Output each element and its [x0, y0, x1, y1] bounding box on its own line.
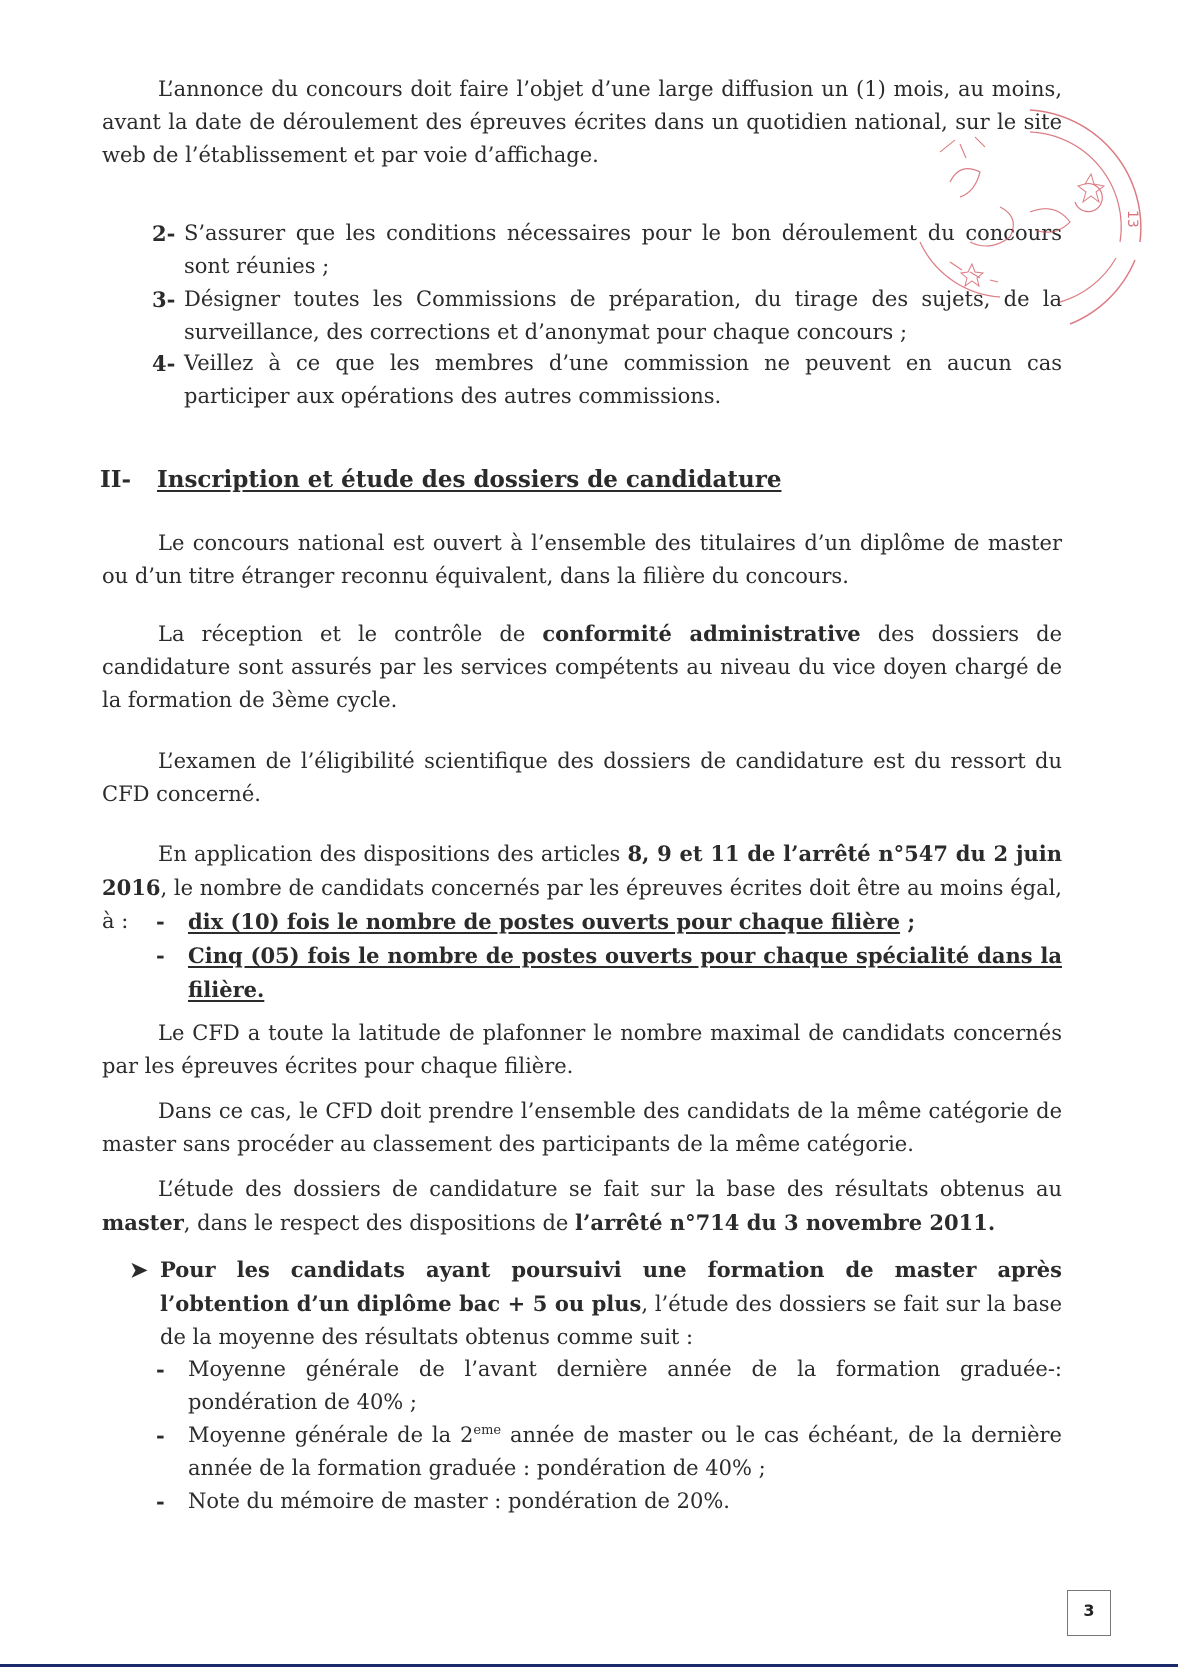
- item-text: Moyenne générale de l’avant dernière année de la formation graduée-: pondération de 40% ;: [188, 1357, 1062, 1414]
- bold-underlined-run: dix (10) fois le nombre de postes ouverts pour chaque filière: [188, 909, 901, 934]
- bottom-rule: [0, 1664, 1178, 1667]
- bold-run: conformité administrative: [542, 621, 861, 646]
- section-title: Inscription et étude des dossiers de candidature: [157, 466, 782, 493]
- page-number: 3: [1067, 1590, 1111, 1636]
- item-number: 3-: [152, 287, 176, 312]
- item-text: Note du mémoire de master : pondération de 20%.: [188, 1489, 730, 1513]
- stamp-number: 13: [1124, 210, 1140, 228]
- text-run: , l’étude des dossiers se fait sur la base de la moyenne des résultats obtenus comme suit :: [160, 1292, 1062, 1349]
- text-run: Moyenne générale de la 2: [188, 1423, 474, 1447]
- bold-run: master: [102, 1210, 184, 1235]
- paragraph-cfd: Le CFD a toute la latitude de plafonner le nombre maximal de candidats concernés par les épreuves écrites pour chaque filière.: [102, 1021, 1062, 1078]
- section-heading: [100, 463, 781, 497]
- bullet-item-1: [156, 1353, 1062, 1419]
- paragraph-etude: [102, 1173, 1062, 1240]
- text-run: , le nombre de candidats concernés par les épreuves écrites doit être au moins égal, à :: [102, 876, 1062, 933]
- dash-bullet: -: [156, 1423, 165, 1448]
- bold-run: ;: [900, 909, 916, 934]
- text-run: année de master ou le cas échéant, de la dernière année de la formation graduée : pondération de 40% ;: [188, 1423, 1062, 1480]
- text-run: L’étude des dossiers de candidature se fait sur la base des résultats obtenus au: [158, 1177, 1062, 1201]
- arrow-bullet-icon: ➤: [130, 1257, 148, 1282]
- dash-bullet: -: [156, 1357, 165, 1382]
- paragraph-cas: Dans ce cas, le CFD doit prendre l’ensemble des candidats de la même catégorie de master sans procéder au classement des participants de la même catégorie.: [102, 1099, 1062, 1156]
- bold-run: 8, 9 et 11 de l’arrêté n°547 du 2 juin 2016: [102, 841, 1062, 900]
- paragraph-examen: L’examen de l’éligibilité scientifique des dossiers de candidature est du ressort du CFD concerné.: [102, 749, 1062, 806]
- dash-bullet: -: [156, 943, 165, 968]
- text-run: En application des dispositions des articles: [158, 842, 628, 866]
- arrow-item: [130, 1253, 1062, 1354]
- item-text: Veillez à ce que les membres d’une commission ne peuvent en aucun cas participer aux opérations des autres commissions.: [184, 351, 1062, 408]
- bold-run: l’arrêté n°714 du 3 novembre 2011.: [575, 1210, 996, 1235]
- bold-run: Pour les candidats ayant poursuivi une formation de master après l’obtention d’un diplôme bac + 5 ou plus: [160, 1257, 1062, 1316]
- intro-paragraph: L’annonce du concours doit faire l’objet d’une large diffusion un (1) mois, au moins, avant la date de déroulement des épreuves écrites dans un quotidien national, sur le site web de l’établissement et par voie d’affichage.: [102, 77, 1062, 167]
- text-run: , dans le respect des dispositions de: [183, 1211, 576, 1235]
- dash-item-1: [156, 905, 1062, 939]
- paragraph-open: Le concours national est ouvert à l’ensemble des titulaires d’un diplôme de master ou d’un titre étranger reconnu équivalent, dans la filière du concours.: [102, 531, 1062, 588]
- official-stamp-icon: [880, 92, 1150, 332]
- item-number: 4-: [152, 351, 176, 376]
- item-text: S’assurer que les conditions nécessaires pour le bon déroulement du concours sont réunies ;: [184, 221, 1062, 278]
- bold-underlined-run: Cinq (05) fois le nombre de postes ouverts pour chaque spécialité dans la filière.: [188, 943, 1062, 1002]
- dash-item-2: [156, 939, 1062, 1007]
- item-text: Désigner toutes les Commissions de préparation, du tirage des sujets, de la surveillance, des corrections et d’anonymat pour chaque concours ;: [184, 287, 1062, 344]
- paragraph-reception: [102, 617, 1062, 717]
- dash-bullet: -: [156, 1489, 165, 1514]
- dash-bullet: -: [156, 909, 165, 934]
- superscript: eme: [473, 1423, 502, 1438]
- bullet-item-2: [156, 1419, 1062, 1485]
- bullet-item-3: [156, 1485, 1062, 1518]
- text-run: La réception et le contrôle de: [158, 622, 543, 646]
- section-number: II-: [100, 466, 132, 493]
- item-number: 2-: [152, 221, 176, 246]
- numbered-item-4: [152, 347, 1062, 413]
- text-run: des dossiers de candidature sont assurés par les services compétents au niveau du vice doyen chargé de la formation de 3ème cycle.: [102, 622, 1062, 712]
